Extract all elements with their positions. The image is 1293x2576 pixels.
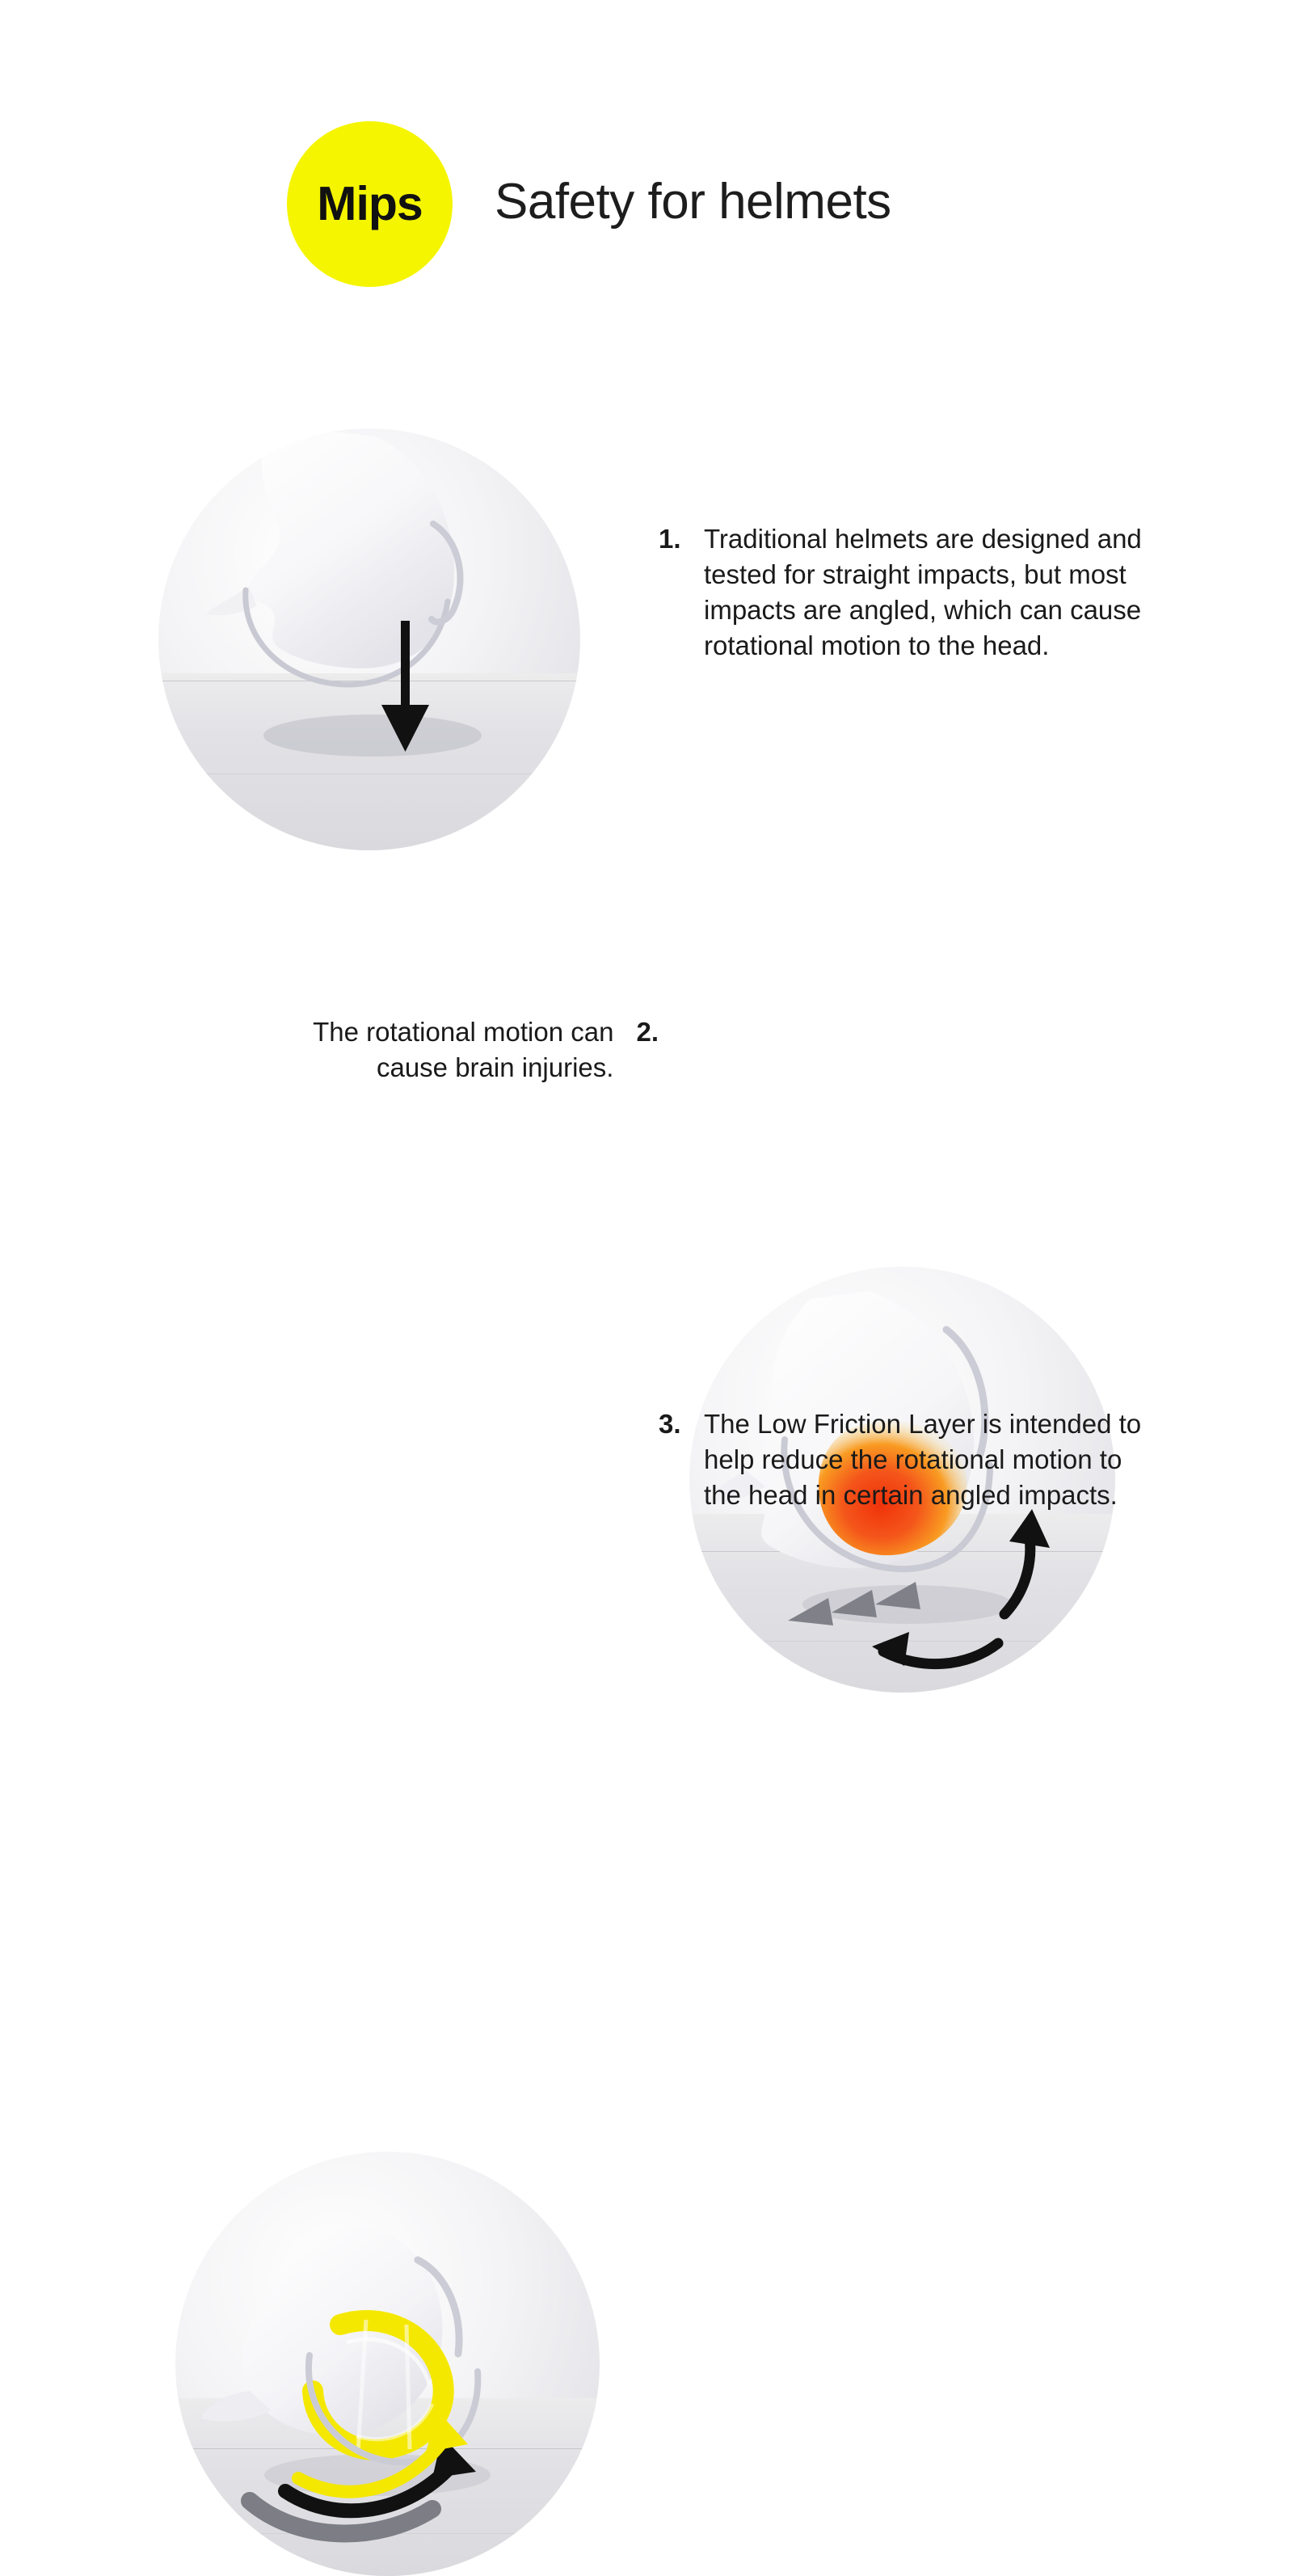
step-1-illustration [158, 428, 580, 850]
step-3-text-block [659, 1406, 1160, 1513]
step-3-description: The Low Friction Layer is intended to help reduce the rotational motion to the head in certain angled impacts. [704, 1406, 1160, 1513]
step-3-illustration [175, 2152, 600, 2576]
step-2-number: 2. [636, 1014, 659, 1050]
step-2-description: The rotational motion can cause brain injuries. [279, 1014, 613, 1086]
step-2-text-block [279, 1014, 659, 1086]
mips-logo-text: Mips [317, 180, 422, 228]
step-1-number: 1. [659, 521, 704, 557]
page-title: Safety for helmets [495, 173, 891, 235]
step-1-description: Traditional helmets are designed and tested for straight impacts, but most impacts are angled, which can cause rotational motion to the head. [704, 521, 1176, 664]
step-1-graphic [158, 428, 580, 850]
mips-logo [287, 121, 453, 287]
step-1-text-block [659, 521, 1176, 664]
step-3-graphic [175, 2152, 600, 2576]
header [287, 121, 891, 287]
step-3-number: 3. [659, 1406, 704, 1442]
